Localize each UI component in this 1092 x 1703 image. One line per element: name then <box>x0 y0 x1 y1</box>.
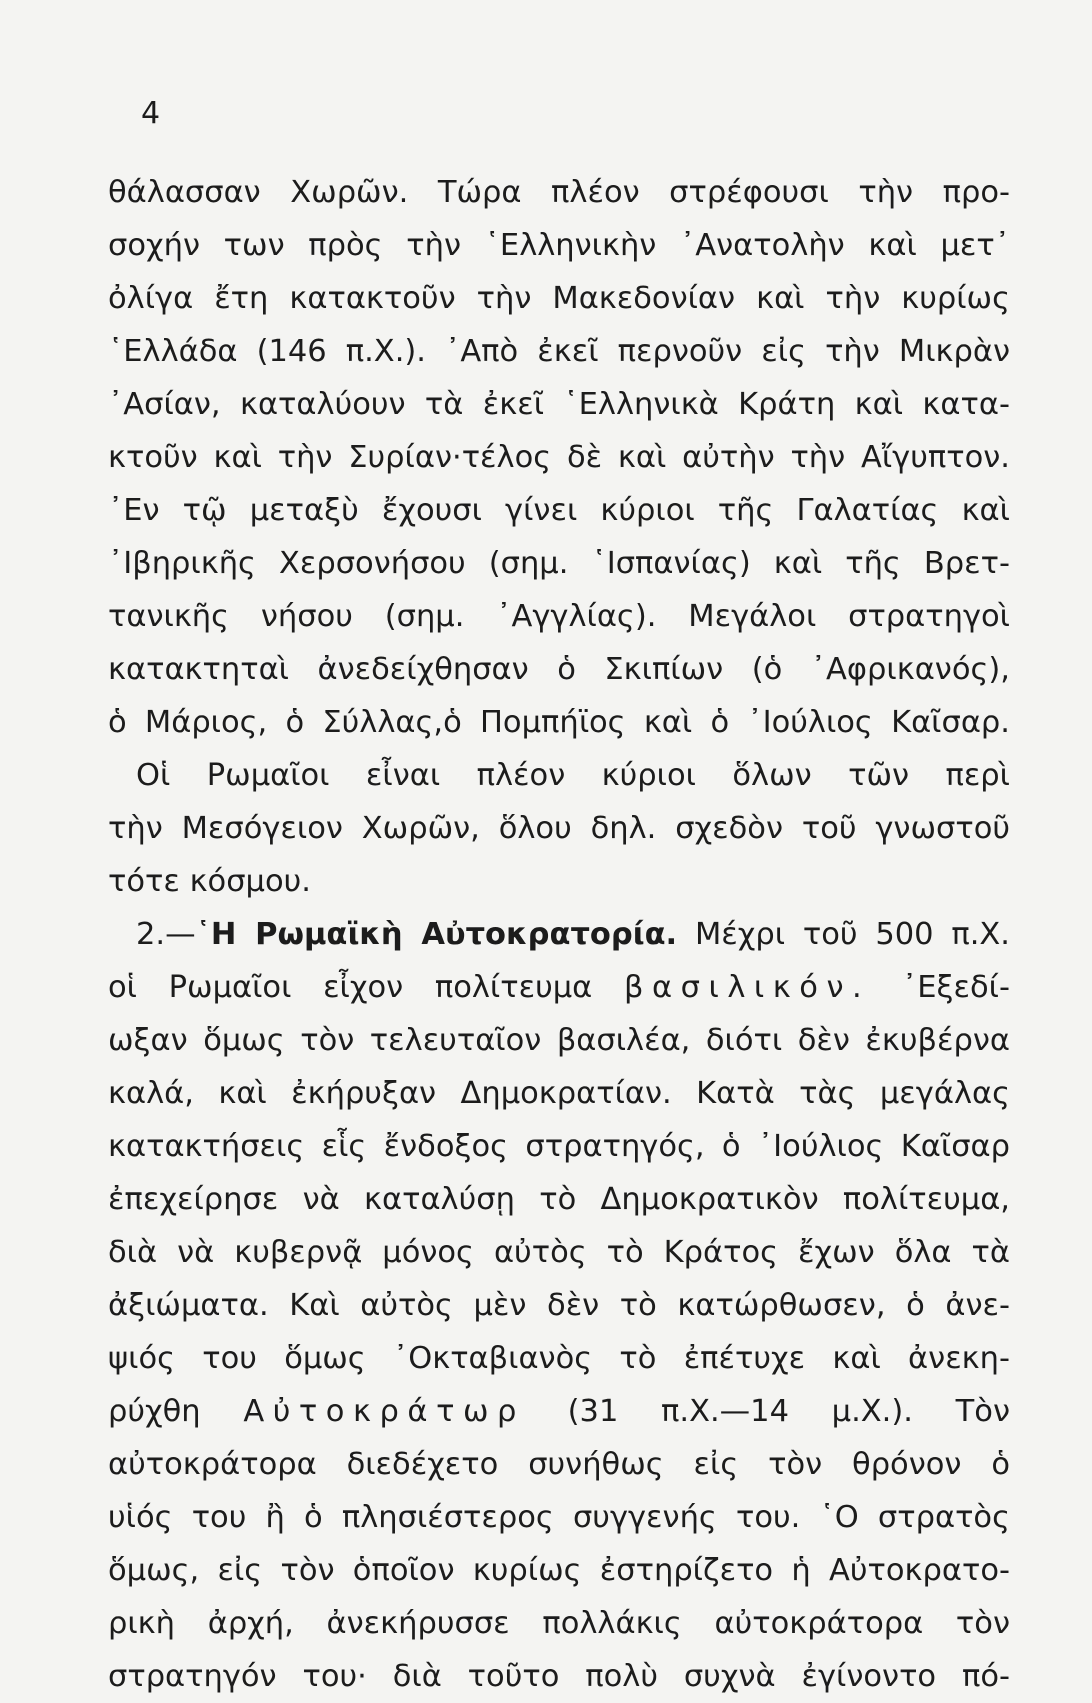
text-line: τανικῆς νήσου (σημ. ᾿Αγγλίας). Μεγάλοι στρατηγοὶ <box>108 599 1010 634</box>
text-span: οἱ Ρωμαῖοι εἶχον πολίτευμα <box>108 970 593 1005</box>
page-number: 4 <box>141 96 161 131</box>
text-line: ὅμως, εἰς τὸν ὁποῖον κυρίως ἐστηρίζετο ἡ Αὐτοκρατο- <box>108 1553 1010 1588</box>
text-line: σοχήν των πρὸς τὴν ῾Ελληνικὴν ᾿Ανατολὴν καὶ μετ᾿ <box>108 228 1010 263</box>
text-line: κτοῦν καὶ τὴν Συρίαν·τέλος δὲ καὶ αὐτὴν τὴν Αἴγυπτον. <box>108 440 1010 475</box>
section-title: ῾Η Ρωμαϊκὴ Αὐτοκρατορία. <box>195 917 678 952</box>
text-line <box>108 961 1010 1014</box>
body-text <box>108 166 1010 1703</box>
text-line: ῾Ελλάδα (146 π.Χ.). ᾿Απὸ ἐκεῖ περνοῦν εἰς τὴν Μικρὰν <box>108 334 1010 369</box>
text-span: ᾿Εξεδί- <box>901 970 1010 1005</box>
text-line: ωξαν ὅμως τὸν τελευταῖον βασιλέα, διότι δὲν ἐκυβέρνα <box>108 1023 1010 1058</box>
text-line: ὁ Μάριος, ὁ Σύλλας,ὁ Πομπήϊος καὶ ὁ ᾿Ιούλιος Καῖσαρ. <box>108 705 1010 740</box>
text-line: καλά, καὶ ἐκήρυξαν Δημοκρατίαν. Κατὰ τὰς μεγάλας <box>108 1076 1010 1111</box>
text-line: ᾿Εν τῷ μεταξὺ ἔχουσι γίνει κύριοι τῆς Γαλατίας καὶ <box>108 493 1010 528</box>
emphasized-word: βασιλικόν. <box>623 970 871 1005</box>
text-line: στρατηγόν του· διὰ τοῦτο πολὺ συχνὰ ἐγίνοντο πό- <box>108 1659 1010 1694</box>
text-line: τὴν Μεσόγειον Χωρῶν, ὅλου δηλ. σχεδὸν τοῦ γνωστοῦ <box>108 811 1010 846</box>
section-heading-rest: Μέχρι τοῦ 500 π.Χ. <box>694 917 1010 952</box>
paragraph-start-line: Οἱ Ρωμαῖοι εἶναι πλέον κύριοι ὅλων τῶν περὶ <box>136 758 1010 793</box>
text-line: διὰ νὰ κυβερνᾷ μόνος αὐτὸς τὸ Κράτος ἔχων ὅλα τὰ <box>108 1235 1010 1270</box>
text-line: αὐτοκράτορα διεδέχετο συνήθως εἰς τὸν θρόνον ὁ <box>108 1447 1010 1482</box>
text-line: ἐπεχείρησε νὰ καταλύσῃ τὸ Δημοκρατικὸν πολίτευμα, <box>108 1182 1010 1217</box>
emphasized-word: Αὐτοκράτωρ <box>243 1394 525 1429</box>
paragraph-end-line: τότε κόσμου. <box>108 864 311 899</box>
text-line: κατακτηταὶ ἀνεδείχθησαν ὁ Σκιπίων (ὁ ᾿Αφρικανός), <box>108 652 1010 687</box>
text-span: (31 π.Χ.—14 μ.Χ.). Τὸν <box>567 1394 1010 1429</box>
section-heading-line <box>108 908 1010 961</box>
text-line: υἱός του ἢ ὁ πλησιέστερος συγγενής του. ῾Ο στρατὸς <box>108 1500 1010 1535</box>
text-line: θάλασσαν Χωρῶν. Τώρα πλέον στρέφουσι τὴν προ- <box>108 175 1010 210</box>
text-line: κατακτήσεις εἷς ἔνδοξος στρατηγός, ὁ ᾿Ιούλιος Καῖσαρ <box>108 1129 1010 1164</box>
section-number: 2.— <box>136 917 196 952</box>
text-line: ὀλίγα ἔτη κατακτοῦν τὴν Μακεδονίαν καὶ τὴν κυρίως <box>108 281 1010 316</box>
text-line: ρικὴ ἀρχή, ἀνεκήρυσσε πολλάκις αὐτοκράτορα τὸν <box>108 1606 1010 1641</box>
text-line: ἀξιώματα. Καὶ αὐτὸς μὲν δὲν τὸ κατώρθωσεν, ὁ ἀνε- <box>108 1288 1010 1323</box>
text-line: ᾿Ιβηρικῆς Χερσονήσου (σημ. ῾Ισπανίας) καὶ τῆς Βρετ- <box>108 546 1010 581</box>
text-line: ᾿Ασίαν, καταλύουν τὰ ἐκεῖ ῾Ελληνικὰ Κράτη καὶ κατα- <box>108 387 1010 422</box>
text-span: ρύχθη <box>108 1394 201 1429</box>
text-line: ψιός του ὅμως ᾿Οκταβιανὸς τὸ ἐπέτυχε καὶ ἀνεκη- <box>108 1341 1010 1376</box>
text-line <box>108 1385 1010 1438</box>
